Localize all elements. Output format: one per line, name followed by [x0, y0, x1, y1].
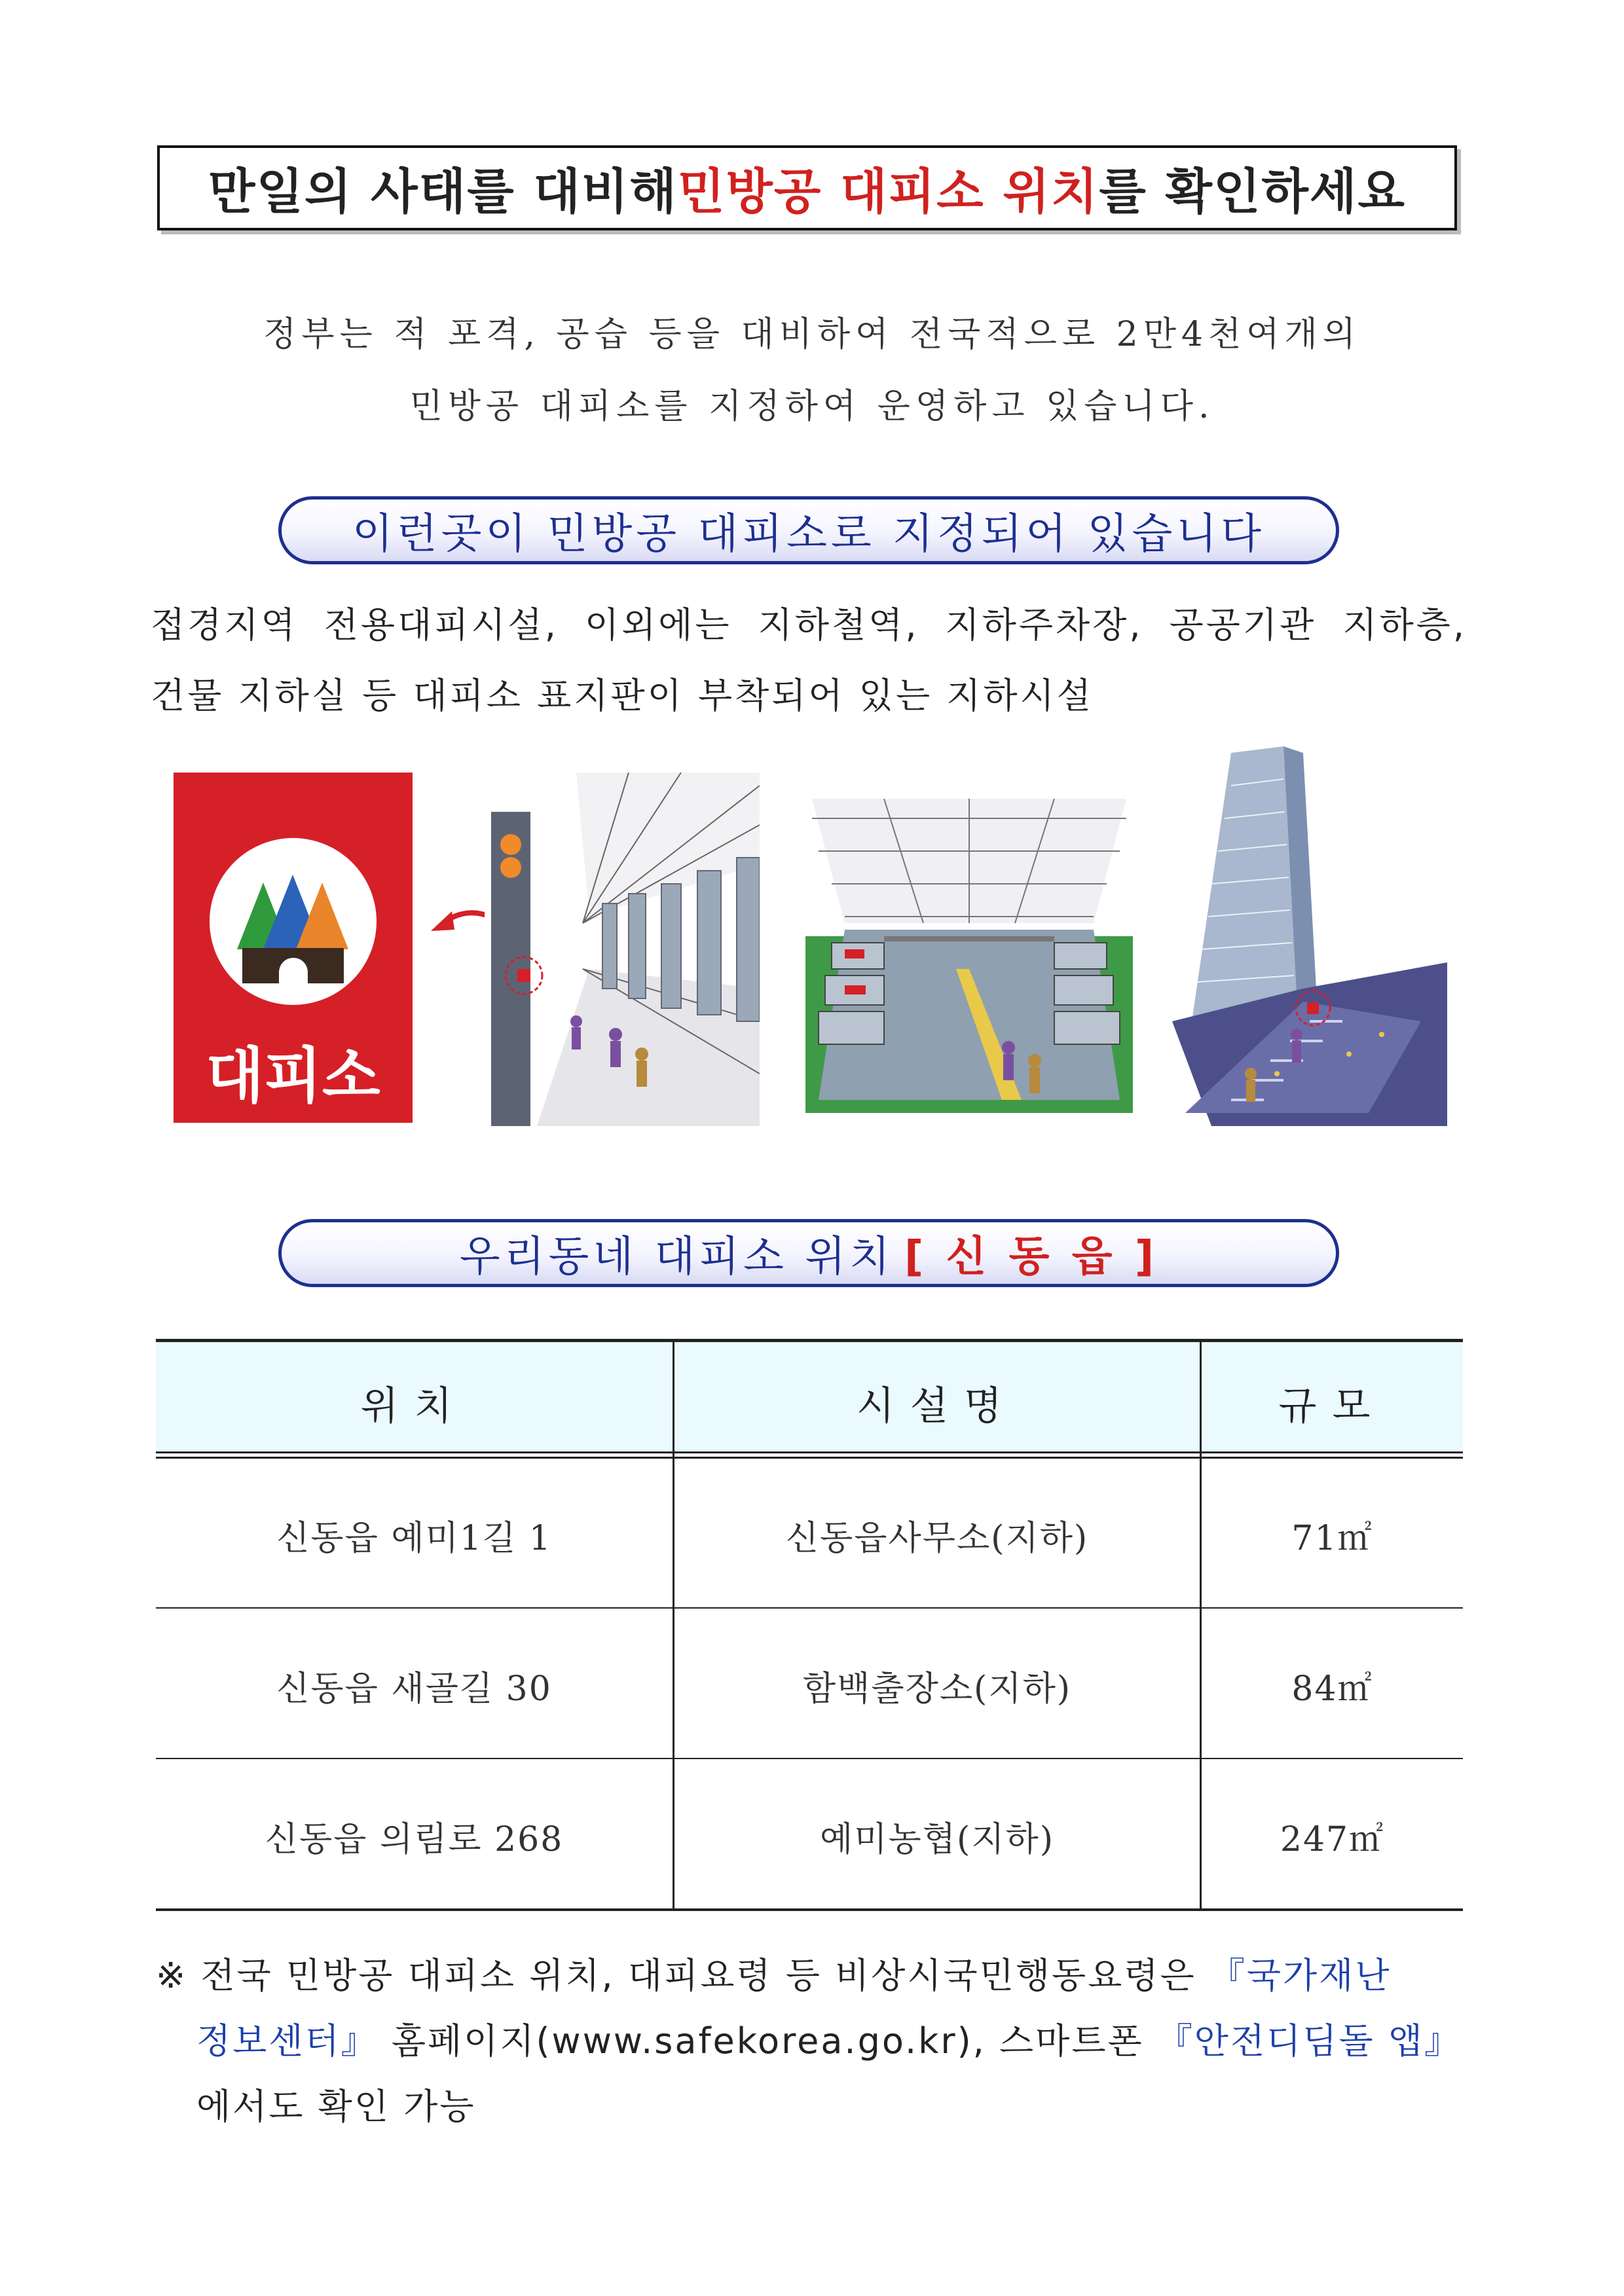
table-divider: [156, 1758, 1463, 1759]
column-header-facility: 시설명: [857, 1383, 1018, 1429]
row-1-size: 71㎡: [1291, 1519, 1373, 1558]
page-title: [157, 145, 1457, 230]
section-heading-local-shelters: [278, 1219, 1339, 1287]
table-bottom-border: [156, 1908, 1463, 1911]
shelter-sign: [174, 773, 413, 1123]
shelter-logo-icon: [210, 838, 377, 1005]
row-1-facility: 신동읍사무소(지하): [785, 1519, 1089, 1558]
column-header-size: 규모: [1278, 1383, 1386, 1429]
description-line-1: 접경지역 전용대피시설, 이외에는 지하철역, 지하주차장, 공공기관 지하층,: [151, 604, 1467, 646]
subway-station-illustration: [485, 773, 760, 1126]
region-label: [ 신 동 읍 ]: [904, 1233, 1158, 1281]
intro-line-1: 정부는 적 포격, 공습 등을 대비하여 전국적으로 2만4천여개의: [263, 315, 1361, 354]
title-part2: 를 확인하세요: [1099, 164, 1406, 220]
parking-garage-illustration: [805, 799, 1133, 1113]
note-line-1: [156, 1948, 1472, 1998]
table-divider: [156, 1451, 1463, 1453]
row-3-location: 신동읍 의림로 268: [265, 1820, 564, 1859]
table-divider: [156, 1457, 1463, 1459]
intro-line-2: 민방공 대피소를 지정하여 운영하고 있습니다.: [409, 387, 1215, 426]
section-heading-text: 이런곳이 민방공 대피소로 지정되어 있습니다: [352, 510, 1266, 558]
safety-stepping-stone-app-link[interactable]: 『안전디딤돌 앱』: [1156, 2020, 1462, 2062]
row-2-facility: 함백출장소(지하): [802, 1669, 1072, 1709]
note-line-2-text: 홈페이지(www.safekorea.go.kr), 스마트폰: [378, 2020, 1157, 2062]
row-3-size: 247㎡: [1280, 1820, 1385, 1859]
row-2-size: 84㎡: [1291, 1669, 1373, 1709]
row-2-location: 신동읍 새골길 30: [276, 1669, 552, 1709]
title-part1: 만일의 사태를 대비해: [208, 164, 678, 220]
local-shelters-heading-text: 우리동네 대피소 위치: [459, 1233, 894, 1281]
shelter-sign-label: 대피소: [206, 1041, 380, 1111]
row-3-facility: 예미농협(지하): [820, 1820, 1054, 1859]
note-mark: ※: [156, 1955, 188, 1996]
description-line-2: 건물 지하실 등 대피소 표지판이 부착되어 있는 지하시설: [151, 675, 1094, 716]
note-line-2: [196, 2013, 1473, 2064]
national-disaster-center-link-cont[interactable]: 정보센터』: [196, 2020, 378, 2062]
building-basement-illustration: [1172, 746, 1447, 1126]
column-header-location: 위치: [360, 1383, 468, 1429]
title-highlight: 민방공 대피소 위치: [677, 164, 1099, 220]
row-1-location: 신동읍 예미1길 1: [276, 1519, 552, 1558]
note-line-3: 에서도 확인 가능: [196, 2086, 476, 2127]
note-line-1-text: 전국 민방공 대피소 위치, 대피요령 등 비상시국민행동요령은: [200, 1955, 1209, 1996]
table-divider: [156, 1607, 1463, 1609]
national-disaster-center-link[interactable]: 『국가재난: [1209, 1955, 1392, 1996]
section-heading-designated: [278, 496, 1339, 564]
